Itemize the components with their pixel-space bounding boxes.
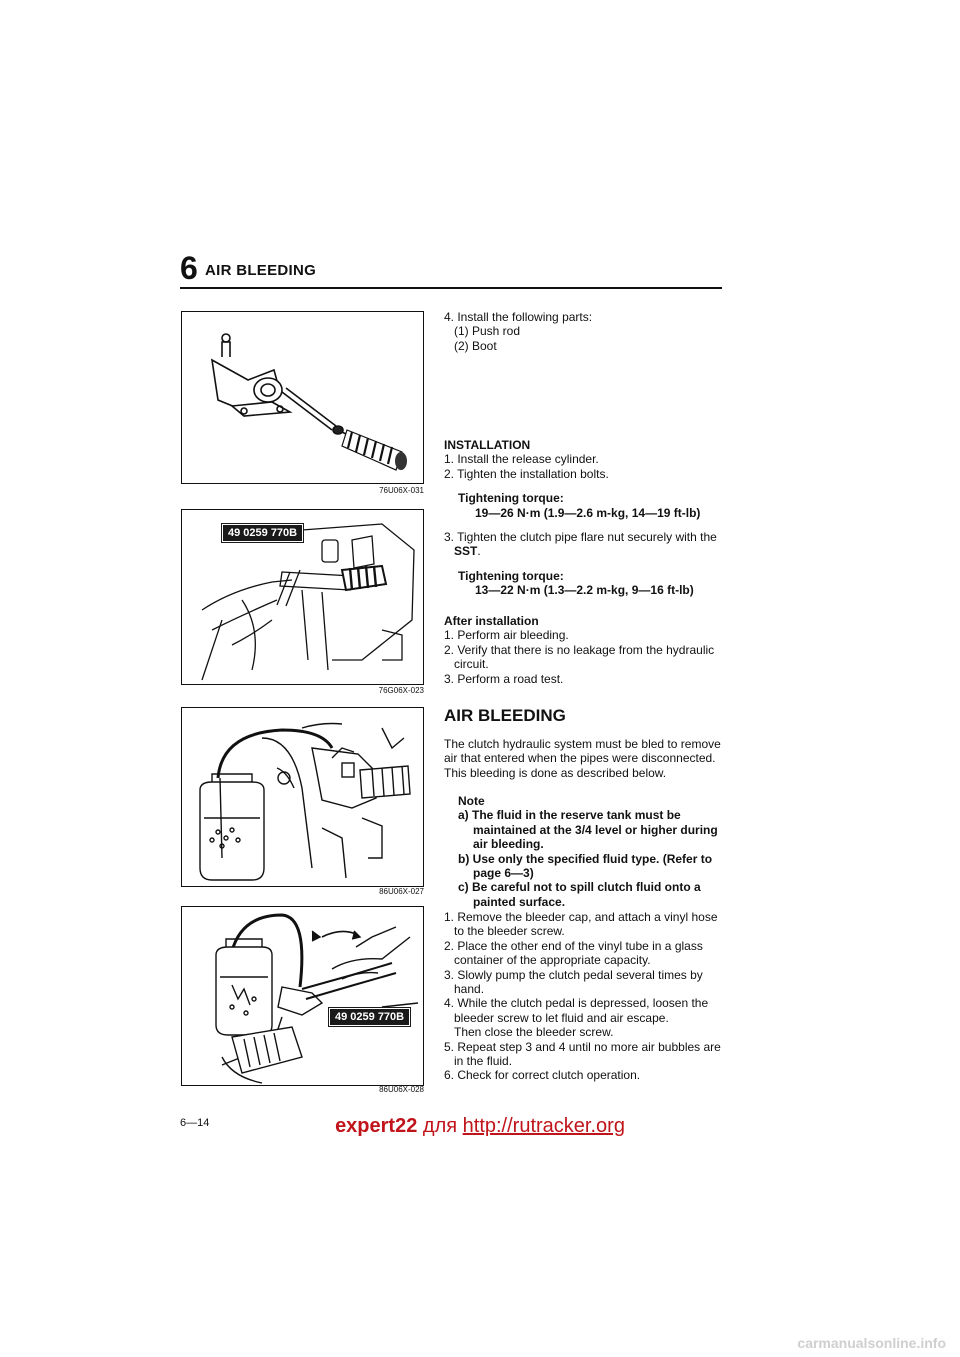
section-title: AIR BLEEDING bbox=[444, 706, 566, 725]
installation-step-text: 3. Tighten the clutch pipe flare nut securely with the bbox=[444, 530, 717, 545]
torque-value: 13—22 N·m (1.3—2.2 m-kg, 9—16 ft-lb) bbox=[475, 583, 694, 598]
air-bleeding-step: 5. Repeat step 3 and 4 until no more air bubbles are in the fluid. bbox=[444, 1039, 721, 1069]
sst-bleeder-screw-illustration bbox=[182, 907, 423, 1085]
air-bleeding-step: 1. Remove the bleeder cap, and attach a vinyl hose to the bleeder screw. bbox=[444, 910, 718, 939]
watermark bbox=[0, 1115, 960, 1138]
install-parts-block bbox=[444, 310, 729, 353]
install-part-item: (2) Boot bbox=[454, 338, 497, 353]
figure-bleeder-hose bbox=[181, 707, 424, 887]
release-cylinder-illustration bbox=[182, 312, 423, 483]
watermark-link[interactable]: http://rutracker.org bbox=[462, 1115, 625, 1137]
figure-caption: 86U06X-028 bbox=[379, 1085, 424, 1094]
installation-block bbox=[444, 438, 729, 598]
air-bleeding-intro bbox=[444, 737, 729, 780]
air-bleeding-steps bbox=[444, 910, 729, 1083]
note-item: b) Use only the specified fluid type. (Refer to page 6—3) bbox=[458, 851, 713, 881]
air-bleeding-step: 6. Check for correct clutch operation. bbox=[444, 1068, 641, 1083]
site-watermark: carmanualsonline.info bbox=[797, 1335, 946, 1351]
after-installation-heading: After installation bbox=[444, 614, 539, 628]
sst-tag: 49 0259 770B bbox=[222, 524, 303, 542]
installation-step-end: . bbox=[477, 544, 481, 559]
sst-tag: 49 0259 770B bbox=[329, 1008, 410, 1026]
after-installation-block bbox=[444, 614, 729, 686]
note-label: Note bbox=[458, 794, 485, 808]
torque-label: Tightening torque: bbox=[458, 568, 564, 583]
torque-label: Tightening torque: bbox=[458, 491, 564, 506]
torque-value: 19—26 N·m (1.9—2.6 m-kg, 14—19 ft-lb) bbox=[475, 505, 701, 520]
figure-sst-flare-nut bbox=[181, 509, 424, 685]
air-bleeding-step: 3. Slowly pump the clutch pedal several times by hand. bbox=[444, 967, 703, 997]
air-bleeding-intro-text: The clutch hydraulic system must be bled to remove air that entered when the pipes were disconnected. This bleeding is done as described below. bbox=[444, 737, 721, 780]
note-item: c) Be careful not to spill clutch fluid onto a painted surface. bbox=[458, 880, 701, 909]
air-bleeding-notes bbox=[458, 794, 729, 909]
bleeder-hose-illustration bbox=[182, 708, 423, 886]
page-number: 6—14 bbox=[180, 1117, 210, 1129]
after-installation-step: 3. Perform a road test. bbox=[444, 671, 564, 686]
header-rule bbox=[180, 287, 722, 289]
figure-sst-bleeder-screw bbox=[181, 906, 424, 1086]
installation-step bbox=[444, 530, 729, 559]
air-bleeding-step: 2. Place the other end of the vinyl tube in a glass container of the appropriate capacity. bbox=[444, 938, 703, 968]
install-part-item: (1) Push rod bbox=[454, 324, 521, 339]
install-parts-intro: 4. Install the following parts: bbox=[444, 310, 593, 324]
after-installation-step: 1. Perform air bleeding. bbox=[444, 628, 569, 643]
figure-caption: 76G06X-023 bbox=[378, 686, 424, 695]
page-title: AIR BLEEDING bbox=[205, 262, 317, 279]
figure-caption: 86U06X-027 bbox=[379, 887, 424, 896]
air-bleeding-step-extra: Then close the bleeder screw. bbox=[454, 1025, 614, 1040]
installation-heading: INSTALLATION bbox=[444, 438, 531, 452]
figure-caption: 76U06X-031 bbox=[379, 486, 424, 495]
installation-step: 1. Install the release cylinder. bbox=[444, 452, 599, 467]
sst-label: SST bbox=[454, 544, 478, 559]
figure-release-cylinder-parts bbox=[181, 311, 424, 484]
note-item: a) The fluid in the reserve tank must be maintained at the 3/4 level or higher during air bleeding. bbox=[458, 808, 718, 852]
watermark-user: expert22 bbox=[335, 1115, 418, 1137]
chapter-number: 6 bbox=[180, 250, 198, 286]
watermark-for: для bbox=[422, 1115, 458, 1137]
after-installation-step: 2. Verify that there is no leakage from the hydraulic circuit. bbox=[444, 642, 715, 672]
installation-step: 2. Tighten the installation bolts. bbox=[444, 466, 609, 481]
air-bleeding-step: 4. While the clutch pedal is depressed, loosen the bleeder screw to let fluid and air escape. bbox=[444, 996, 709, 1025]
